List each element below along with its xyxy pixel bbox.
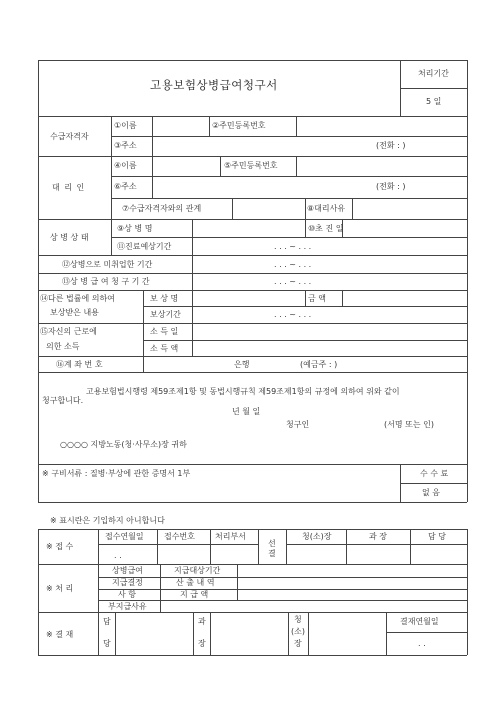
first-exam-label: ⑩초 진 일 [308,224,344,233]
recipient-name-label: ①이름 [114,121,137,130]
form-right-border [467,60,468,502]
section-chief-label: 과 장 [369,532,387,541]
unemployed-period-label: ⑫상병으로 미취업한 기간 [62,260,153,269]
own-income-label-2: 의한 소득 [46,342,80,351]
director-label: 청(소)장 [302,532,332,541]
benefit-label: 상병급여 [112,566,143,575]
claim-period-dots: . . . ~ . . . [274,277,312,286]
settle-director-char-3: 장 [294,639,302,648]
statement-date: 년 월 일 [232,407,261,416]
recipient-rrn-label: ②주민등록번호 [212,121,266,130]
agent-reason-label: ⑧대리사유 [307,204,346,213]
income-amount-field[interactable] [193,341,466,355]
receipt-label: ※ 접 수 [46,542,74,551]
settle-date-dots: . . [418,639,426,648]
form-title: 고용보험상병급여청구서 [150,78,278,92]
claimant-name-field[interactable] [312,418,378,430]
agent-address-field[interactable] [153,177,465,197]
process-label: ※ 처 리 [46,584,74,593]
disease-name-field[interactable] [193,220,304,236]
other-comp-label-2: 보상받은 내용 [50,308,99,317]
illness-label: 상 병 상 태 [50,233,89,242]
income-date-field[interactable] [193,324,466,339]
account-label: ⑯계 좌 번 호 [56,360,103,369]
calc-detail-label: 산 출 내 역 [176,578,215,587]
claim-period-label: ⑬상 병 급 여 청 구 기 간 [62,277,150,286]
agent-name-label: ④이름 [114,161,137,170]
agent-name-field[interactable] [153,157,219,175]
recipient-address-field[interactable] [153,137,465,155]
treatment-period-dots: . . . ~ . . . [274,242,312,251]
decision-label: 지급결정 [112,578,143,587]
agent-relation-field[interactable] [233,199,304,218]
settle-date-label: 결재연월일 [400,617,439,626]
agent-reason-field[interactable] [353,199,466,218]
form-top-border [38,60,467,61]
statement-line-2: 청구합니다. [42,396,84,405]
office-note: ※ 표시란은 기입하지 아니합니다 [50,516,165,525]
agent-label: 대 리 인 [52,183,86,192]
recipient-name-field[interactable] [153,117,208,135]
agent-address-label: ⑥주소 [114,182,137,191]
disease-name-label: ⑨상 병 명 [117,224,153,233]
receipt-date-label: 접수연월일 [105,532,144,541]
income-date-label: 소 득 일 [150,327,179,336]
comp-period-dots: . . . ~ . . . [274,310,312,319]
comp-amount-label: 금 액 [308,294,326,303]
unemployed-period-dots: . . . ~ . . . [274,260,312,269]
matters-label: 사 항 [118,590,136,599]
recipient-address-label: ③주소 [114,141,137,150]
settle-chief-char-2: 장 [198,639,206,648]
pay-period-label: 지급대상기간 [174,566,221,575]
fee-label: 수 수 료 [420,469,449,478]
income-amount-label: 소 득 액 [150,344,179,353]
bank-label: 은행 [234,360,250,369]
receipt-no-label: 접수번호 [164,532,195,541]
processing-period-label: 처리기간 [418,69,449,78]
nonpay-reason-label: 부지급사유 [108,602,147,611]
receipt-date-dots: . . [114,551,122,560]
comp-name-label: 보 상 명 [150,294,179,303]
first-exam-field[interactable] [343,220,466,236]
form-bottom-border [38,502,467,503]
comp-amount-field[interactable] [343,291,466,305]
settle-staff-char-1: 담 [103,617,111,626]
settle-label: ※ 결 재 [46,630,74,639]
pay-amount-label: 지 급 액 [180,590,209,599]
approval-char-1: 선 [268,539,276,548]
settle-staff-char-2: 당 [103,639,111,648]
addressee: ○○○○ 지방노동(청·사무소)장 귀하 [60,440,187,449]
processing-period-value: 5 일 [426,97,442,106]
agent-relation-label: ⑦수급자격자와의 관계 [122,204,202,213]
treatment-period-label: ⑪진료예상기간 [117,242,172,251]
fee-value: 없 음 [422,488,440,497]
settle-chief-char-1: 과 [198,617,206,626]
claimant-label: 청구인 [286,420,310,429]
settle-director-char-1: 청 [294,615,302,624]
comp-name-field[interactable] [193,291,304,305]
bank-field[interactable] [144,357,231,371]
statement-line-1: 고용보험법시행령 제59조제1항 및 동법시행규칙 제59조제1항의 규정에 의하여 위와 같이 [86,387,400,396]
comp-period-label: 보상기간 [150,310,181,319]
signature-label: (서명 또는 인) [384,420,434,429]
recipient-label: 수급자격자 [50,132,89,141]
attachments-text: ※ 구비서류 : 질병·부상에 관한 증명서 1부 [42,469,191,478]
form-left-border [38,60,39,502]
agent-rrn-label: ⑤주민등록번호 [224,161,278,170]
account-holder: (예금주 : ) [300,360,338,369]
dept-label: 처리부서 [215,532,246,541]
agent-rrn-field[interactable] [297,157,466,175]
recipient-phone: (전화 : ) [376,141,406,150]
approval-char-2: 결 [268,549,276,558]
agent-phone: (전화 : ) [376,182,406,191]
other-comp-label-1: ⑭다른 법률에 의하여 [40,294,115,303]
staff-label: 담 당 [428,532,446,541]
settle-director-char-2: (소) [291,627,305,636]
own-income-label-1: ⑮자신의 근로에 [40,327,97,336]
recipient-rrn-field[interactable] [297,117,466,135]
